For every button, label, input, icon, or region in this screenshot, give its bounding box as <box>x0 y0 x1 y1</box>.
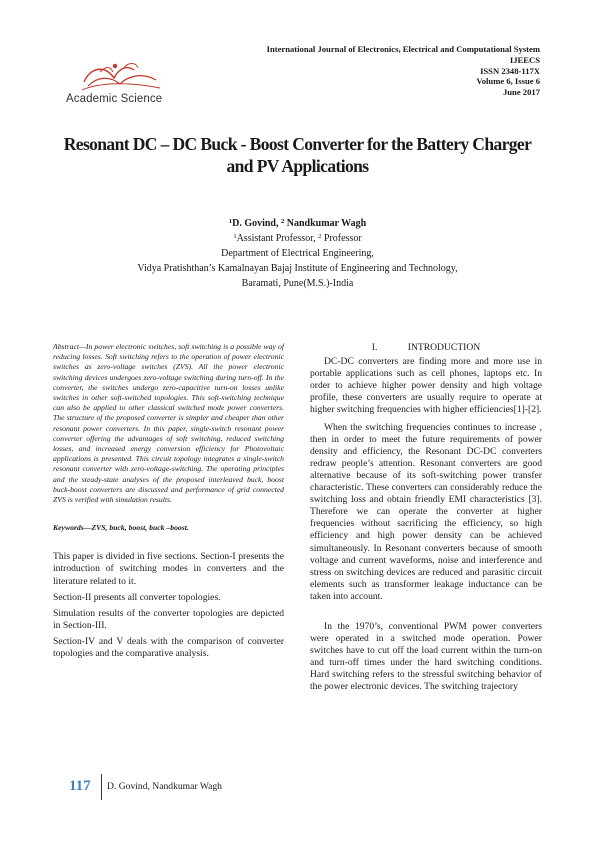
title-line-1: Resonant DC – DC Buck - Boost Converter for the Battery Charger <box>63 134 532 154</box>
footer-author: D. Govind, Nandkumar Wagh <box>107 781 222 792</box>
left-column <box>53 342 284 660</box>
journal-volume: Volume 6, Issue 6 <box>476 76 540 87</box>
publisher-logo <box>58 60 188 110</box>
role1: Assistant Professor, <box>236 233 319 244</box>
journal-name: International Journal of Electronics, Electrical and Computational System <box>266 44 540 54</box>
role1-sup: 1 <box>233 233 237 240</box>
department: Department of Electrical Engineering, <box>221 248 374 259</box>
intro-paragraph-1: DC-DC converters are finding more and more use in portable applications such as cell phones, laptops etc. In order to achieve higher power density and high voltage profile, these converters are usually require to operate at higher switching frequencies with higher efficiencies[1]-[2]. <box>310 356 542 416</box>
journal-issn: ISSN 2348-117X <box>480 65 540 76</box>
author2-sup: 2 <box>281 218 285 225</box>
author2-name: Nandkumar Wagh <box>284 218 367 229</box>
section-heading <box>310 342 542 354</box>
paragraph-section-4-5: Section-IV and V deals with the comparison of converter topologies and the comparative analysis. <box>53 635 284 659</box>
abstract: Abstract—In power electronic switches, soft switching is a possible way of reducing losses. Soft switching refers to the operation of power electronic switches as zero-voltage switches (ZVS). All the power electronic switching devices undergoes zero-voltage switching during turn-off. In the converter, the switches undergo zero-capacitive turn-on losses unlike switches in other soft-switched topologies. This soft-switching technique can also be applied to other classical switched mode power converters. The structure of the proposed converter is simpler and cheaper than other resonant power converters. In this paper, single-switch resonant power converter offering the advantages of soft switching, reduced switching losses, and increased energy conversion efficiency for Photovoltaic applications is presented. This circuit topology integrates a single-switch resonant converter with zero-voltage-switching. The operating principles and the steady-state analyses of the proposed interleaved buck, boost buck-boost converters are discussed and performance of grid connected ZVS is verified with simulation results. <box>53 342 284 505</box>
paper-title <box>40 133 555 177</box>
author-names <box>40 216 555 231</box>
intro-paragraph-2: When the switching frequencies continues to increase , then in order to meet the future requirements of power density and efficiency, the Resonant DC-DC converters redraw people’s attention. Resonant converters are good alternative because of its soft-switching power transfer characteristic. These converters can considerably reduce the switching loss and obtain friendly EMI characteristics [3]. Therefore we can operate the converter at higher frequencies without sacrificing the efficiency, so high efficiency and high power density can be achieved simultaneously. In Resonant converters because of smooth voltage and current waveforms, noise and interference and stress on switching devices are reduced and parasitic circuit elements such as transformer leakage inductance can be taken into account. <box>310 421 542 602</box>
institute: Vidya Pratishthan’s Kamalnayan Bajaj Institute of Engineering and Technology, <box>137 263 458 274</box>
paragraph-section-2: Section-II presents all converter topologies. <box>53 591 221 603</box>
paragraph-section-3: Simulation results of the converter topologies are depicted in Section-III. <box>53 607 284 631</box>
section-title: INTRODUCTION <box>407 342 481 353</box>
author-roles <box>40 231 555 246</box>
role2-sup: 2 <box>318 233 322 240</box>
author1-name: D. Govind, <box>232 218 281 229</box>
location: Baramati, Pune(M.S.)-India <box>241 278 354 289</box>
page-footer <box>40 774 280 800</box>
page-number: 117 <box>69 778 91 794</box>
journal-date: June 2017 <box>502 87 540 98</box>
intro-paragraph-3: In the 1970’s, conventional PWM power converters were operated in a switched mode operation. Power switches have to cut off the load current within the turn-on and turn-off times under the hard switching conditions. Hard switching refers to the stressful switching behavior of the power electronic devices. The switching trajectory <box>310 620 542 693</box>
footer-divider <box>101 774 102 800</box>
logo-text: Academic Science <box>66 93 163 105</box>
paragraph-sections-intro: This paper is divided in five sections. Section-I presents the introduction of switching modes in converters and the literature related to it. <box>53 551 284 587</box>
section-number: I. <box>371 342 378 353</box>
title-line-2: and PV Applications <box>226 156 369 176</box>
academic-science-logo-icon <box>80 60 162 94</box>
author-block <box>40 216 555 291</box>
keywords: Keywords—ZVS, buck, boost, buck –boost. <box>53 523 189 533</box>
author1-sup: 1 <box>228 218 233 225</box>
journal-abbr: IJEECS <box>509 54 540 65</box>
right-column <box>310 342 542 694</box>
role2: Professor <box>321 233 362 244</box>
journal-header <box>267 44 540 98</box>
